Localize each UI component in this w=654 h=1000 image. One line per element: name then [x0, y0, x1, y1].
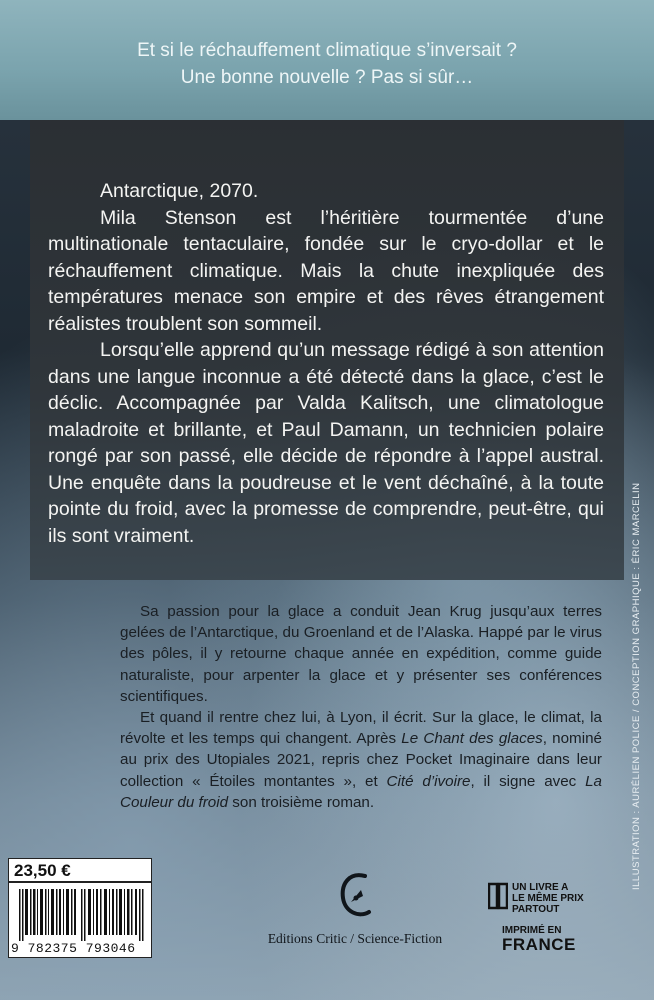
price-tag: 23,50 €	[8, 858, 152, 882]
book-title-chant-des-glaces: Le Chant des glaces	[401, 730, 543, 748]
isbn-barcode	[8, 882, 152, 958]
summary-paragraph-3: Lorsqu’elle apprend qu’un message rédigé à son attention dans une langue inconnue a été détecté dans la glace, c’est le déclic. Accompagnée par Valda Kalitsch, une climatologue maladroite et brillante, et Paul Damann, un technicien polaire rongé par son passé, elle décide de répondre à l’appel austral. Une enquête dans la poudreuse et le vent déchaîné, à la toute pointe du froid, avec la promesse de comprendre, peut-être, qui ils sont vraiment.	[48, 339, 604, 547]
summary-paragraph-2: Mila Stenson est l’héritière tourmentée d’une multinationale tentaculaire, fondée sur le cryo-dollar et le réchauffement climatique. Mais la chute inexpliquée des températures menace son empire et des rêves étrangement réalistes troublent son sommeil.	[48, 206, 604, 335]
book-title-couleur-du-froid: La Couleur du froid	[120, 772, 603, 811]
publisher-logo-icon	[335, 868, 375, 924]
publisher-name: Editions Critic / Science-Fiction	[267, 931, 443, 946]
publisher-block	[240, 868, 470, 947]
book-label-text	[512, 882, 584, 915]
isbn-digits: 9 782375 793046	[11, 941, 136, 956]
book-label-line-1: UN LIVRE A	[512, 882, 569, 893]
bio-paragraph-1: Sa passion pour la glace a conduit Jean Krug jusqu’aux terres gelées de l’Antarctique, du Groenland et de l’Alaska. Happé par le virus des pôles, il y retourne chaque année en expédition, comme guide naturaliste, pour arpenter la glace et y présenter ses conférences scientifiques.	[120, 603, 602, 705]
bio-text-a: Et quand il rentre chez lui, à Lyon, il écrit. Sur la glace, le climat, la révolte et les temps qui changent. Après	[120, 709, 602, 748]
bio-paragraph-2	[120, 707, 602, 813]
summary-paragraph-1: Antarctique, 2070.	[100, 180, 259, 202]
summary-text	[48, 178, 604, 549]
book-label-line-3: PARTOUT	[512, 904, 560, 915]
book-title-cite-d-ivoire: Cité d’ivoire	[386, 772, 471, 790]
tagline-line-1: Et si le réchauffement climatique s’inversait ?	[137, 40, 517, 61]
book-icon	[488, 882, 508, 910]
printed-in-label: IMPRIMÉ EN	[502, 925, 562, 936]
bio-text-b: , nominé au prix des Utopiales 2021, repris chez Pocket Imaginaire dans leur collection « Étoiles montantes », et	[120, 730, 602, 790]
tagline-band	[0, 0, 654, 120]
tagline-line-2: Une bonne nouvelle ? Pas si sûr…	[180, 67, 474, 88]
book-label-line-2: LE MÊME PRIX	[512, 893, 584, 904]
barcode-bars	[19, 889, 147, 941]
printed-in-france	[502, 926, 576, 954]
illustration-credit: ILLUSTRATION : AURÉLIEN POLICE / CONCEPTION GRAPHIQUE : ÉRIC MARCELIN	[631, 482, 642, 890]
author-bio	[120, 601, 602, 813]
printed-country: FRANCE	[502, 935, 576, 954]
bio-text-c: , il signe avec	[470, 772, 586, 790]
bio-text-d: son troisième roman.	[228, 793, 375, 811]
